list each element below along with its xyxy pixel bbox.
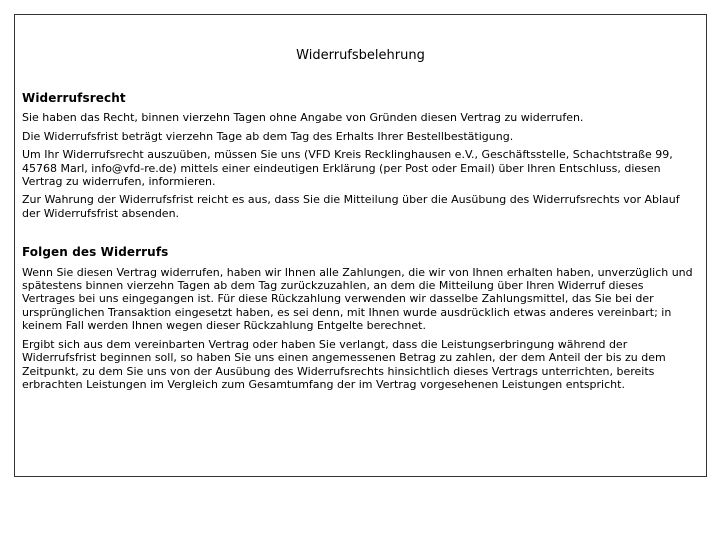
paragraph: Ergibt sich aus dem vereinbarten Vertrag oder haben Sie verlangt, dass die Leistungserbringung während der Widerrufsfrist beginnen soll, so haben Sie uns einen angemessenen Betrag zu zahlen, der dem Anteil der bis zu dem Zeitpunkt, zu dem Sie uns von der Ausübung des Widerrufsrechts hinsichtlich dieses Vertrags unterrichten, bereits erbrachten Leistungen im Vergleich zum Gesamtumfang der im Vertrag vorgesehenen Leistungen entspricht. [22, 337, 666, 391]
section-heading: Widerrufsrecht [22, 91, 126, 105]
section-spacer [22, 225, 699, 246]
section-folgen-des-widerrufs [22, 246, 699, 391]
paragraph: Sie haben das Recht, binnen vierzehn Tagen ohne Angabe von Gründen diesen Vertrag zu widerrufen. [22, 111, 584, 125]
document-body [22, 92, 699, 396]
document-frame [14, 14, 707, 477]
paragraph: Die Widerrufsfrist beträgt vierzehn Tage ab dem Tag des Erhalts Ihrer Bestellbestätigung. [22, 129, 514, 143]
paragraph: Wenn Sie diesen Vertrag widerrufen, haben wir Ihnen alle Zahlungen, die wir von Ihnen erhalten haben, unverzüglich und spätestens binnen vierzehn Tagen ab dem Tag zurückzuzahlen, an dem die Mitteilung über Ihren Widerruf dieses Vertrages bei uns eingegangen ist. Für diese Rückzahlung verwenden wir dasselbe Zahlungsmittel, das Sie bei der ursprünglichen Transaktion eingesetzt haben, es sei denn, mit Ihnen wurde ausdrücklich etwas anderes vereinbart; in keinem Fall werden Ihnen wegen dieser Rückzahlung Entgelte berechnet. [22, 265, 693, 333]
paragraph: Um Ihr Widerrufsrecht auszuüben, müssen Sie uns (VFD Kreis Recklinghausen e.V., Geschäftsstelle, Schachtstraße 99, 45768 Marl, info@vfd-re.de) mittels einer eindeutigen Erklärung (per Post oder Email) über Ihren Entschluss, diesen Vertrag zu widerrufen, informieren. [22, 148, 673, 189]
section-widerrufsrecht [22, 92, 699, 220]
paragraph: Zur Wahrung der Widerrufsfrist reicht es aus, dass Sie die Mitteilung über die Ausübung des Widerrufsrechts vor Ablauf der Widerrufsfrist absenden. [22, 193, 680, 220]
page-title: Widerrufsbelehrung [296, 48, 425, 63]
section-heading: Folgen des Widerrufs [22, 245, 169, 260]
